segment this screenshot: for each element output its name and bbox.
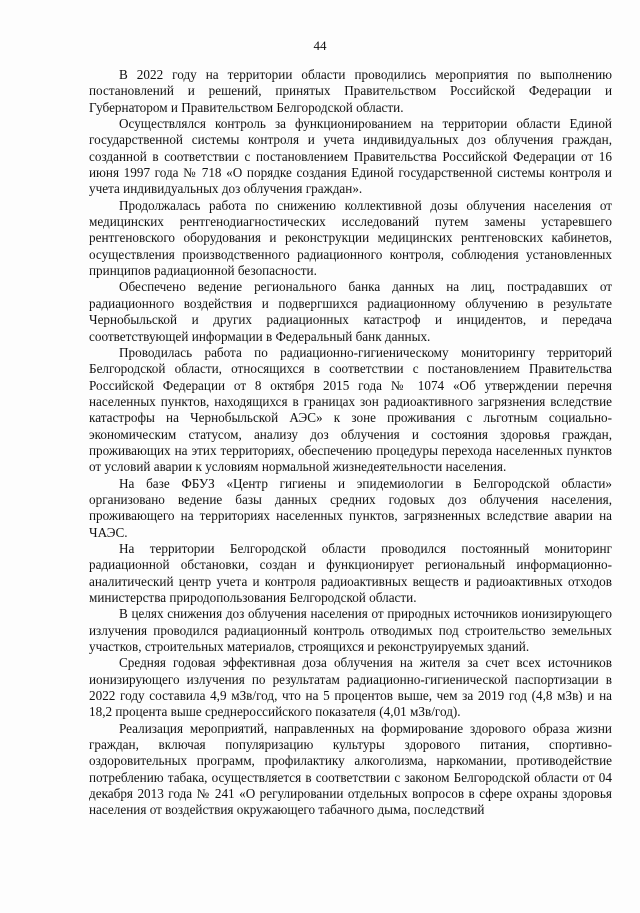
paragraph-6: На базе ФБУЗ «Центр гигиены и эпидемиологии в Белгородской области» организовано ведение базы данных средних годовых доз облучения населения, проживающего на территориях населенных пунктов, загрязненных вследствие аварии на ЧАЭС. — [89, 475, 612, 540]
paragraph-5: Проводилась работа по радиационно-гигиеническому мониторингу территорий Белгородской области, относящихся в соответствии с постановлением Правительства Российской Федерации от 8 октября 2015 года № 1074 «Об утверждении перечня населенных пунктов, находящихся в границах зон радиоактивного загрязнения вследствие катастрофы на Чернобыльской АЭС» к зоне проживания с льготным социально-экономическим статусом, анализу доз облучения и состояния здоровья граждан, проживающих на этих территориях, обеспечению процедуры перехода населенных пунктов от условий аварии к условиям нормальной жизнедеятельности населения. — [89, 344, 612, 475]
paragraph-2: Осуществлялся контроль за функционированием на территории области Единой государственной системы контроля и учета индивидуальных доз облучения граждан, созданной в соответствии с постановлением Правительства Российской Федерации от 16 июня 1997 года № 718 «О порядке создания Единой государственной системы контроля и учета индивидуальных доз облучения граждан». — [89, 116, 612, 197]
document-body — [89, 67, 612, 819]
paragraph-4: Обеспечено ведение регионального банка данных на лиц, пострадавших от радиационного воздействия и подвергшихся радиационному облучению в результате Чернобыльской и других радиационных катастроф и инцидентов, и передача соответствующей информации в Федеральный банк данных. — [89, 279, 612, 344]
paragraph-1: В 2022 году на территории области проводились мероприятия по выполнению постановлений и решений, принятых Правительством Российской Федерации и Губернатором и Правительством Белгородской области. — [89, 67, 612, 115]
page-number: 44 — [313, 38, 327, 53]
paragraph-3: Продолжалась работа по снижению коллективной дозы облучения населения от медицинских рентгенодиагностических исследований путем замены устаревшего рентгеновского оборудования и реконструкции медицинских рентгеновских кабинетов, осуществления производственного радиационного контроля, соблюдения установленных принципов радиационной безопасности. — [89, 197, 612, 279]
paragraph-7: На территории Белгородской области проводился постоянный мониторинг радиационной обстановки, создан и функционирует региональный информационно-аналитический центр учета и контроля радиоактивных веществ и радиоактивных отходов министерства природопользования Белгородской области. — [89, 540, 612, 605]
paragraph-9: Средняя годовая эффективная доза облучения на жителя за счет всех источников ионизирующего излучения по результатам радиационно-гигиенической паспортизации в 2022 году составила 4,9 мЗв/год, что на 5 процентов выше, чем за 2019 год (4,8 мЗв) и на 18,2 процента выше среднероссийского показателя (4,01 мЗв/год). — [89, 655, 612, 720]
paragraph-8: В целях снижения доз облучения населения от природных источников ионизирующего излучения проводился радиационный контроль отводимых под строительство земельных участков, строительных материалов, строящихся и реконструируемых зданий. — [89, 606, 612, 655]
paragraph-10: Реализация мероприятий, направленных на формирование здорового образа жизни граждан, включая популяризацию культуры здорового питания, спортивно-оздоровительных программ, профилактику алкоголизма, наркомании, противодействие потреблению табака, осуществляется в соответствии с законом Белгородской области от 04 декабря 2013 года № 241 «О регулировании отдельных вопросов в сфере охраны здоровья населения от воздействия окружающего табачного дыма, последствий — [89, 720, 612, 818]
